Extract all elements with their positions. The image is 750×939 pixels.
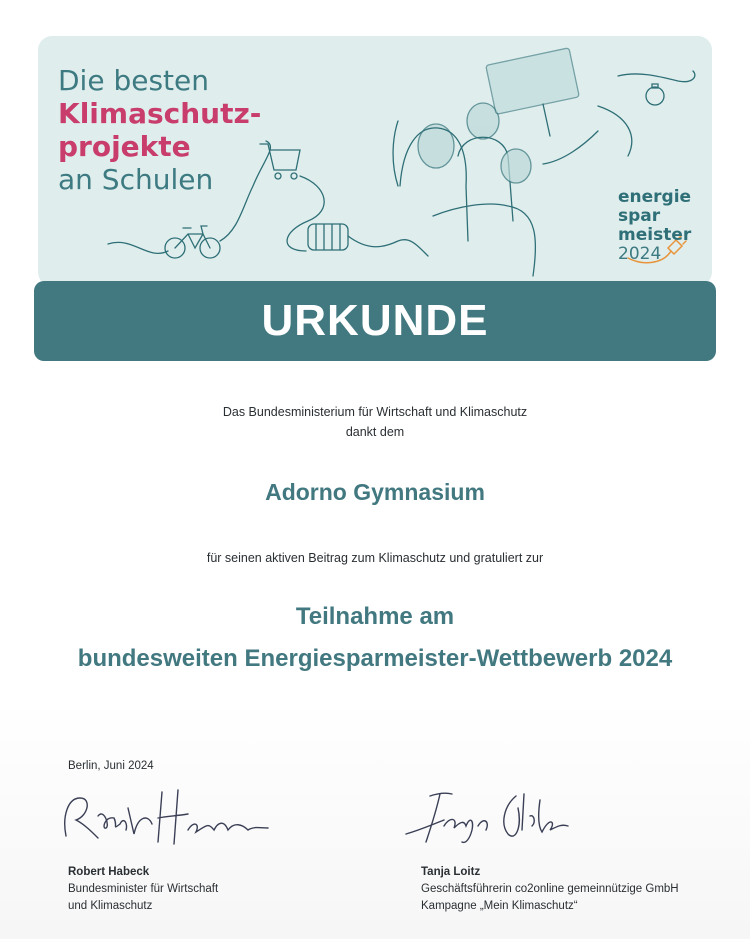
brand-year: 2024 <box>618 244 662 264</box>
bicycle-icon <box>165 226 220 258</box>
signer-2-role-line-1: Geschäftsführerin co2online gemeinnützige GmbH <box>421 883 679 895</box>
brand-line-2: spar <box>618 206 661 226</box>
header-banner <box>38 36 712 286</box>
intro-line-2: dankt dem <box>345 425 405 439</box>
light-bulb-icon <box>618 71 695 105</box>
headline-line-4: an Schulen <box>58 163 214 196</box>
signature-habeck <box>58 786 278 856</box>
signer-2-role-line-2: Kampagne „Mein Klimaschutz“ <box>421 900 578 912</box>
signer-2-name: Tanja Loitz <box>421 866 481 878</box>
award-title <box>0 596 750 680</box>
headline-line-1: Die besten <box>58 64 210 97</box>
title-bar <box>34 281 716 361</box>
signature-loitz <box>400 786 580 856</box>
protest-sign-icon <box>486 48 580 136</box>
page-title: URKUNDE <box>261 296 489 345</box>
banner-headline <box>58 64 261 196</box>
people-icon <box>393 103 598 276</box>
intro-text <box>0 402 750 442</box>
shopping-cart-icon <box>260 144 300 179</box>
award-line-2: bundesweiten Energiesparmeister-Wettbewerb 2024 <box>77 645 673 672</box>
intro-line-1: Das Bundesministerium für Wirtschaft und Klimaschutz <box>222 405 528 419</box>
place-date: Berlin, Juni 2024 <box>68 760 154 772</box>
signer-1-name: Robert Habeck <box>68 866 150 878</box>
signer-loitz <box>421 864 679 915</box>
headline-line-3: projekte <box>58 130 191 163</box>
headline-line-2: Klimaschutz- <box>58 97 262 130</box>
radiator-icon <box>308 224 348 250</box>
brand-line-1: energie <box>618 187 692 207</box>
signer-1-role-line-2: und Klimaschutz <box>68 900 153 912</box>
signer-habeck <box>68 864 218 915</box>
brand-logo <box>618 188 691 264</box>
award-line-1: Teilnahme am <box>295 603 455 630</box>
brand-line-3: meister <box>618 225 692 245</box>
signer-1-role-line-1: Bundesminister für Wirtschaft <box>68 883 219 895</box>
contribution-text: für seinen aktiven Beitrag zum Klimaschutz und gratuliert zur <box>206 551 544 565</box>
school-name: Adorno Gymnasium <box>265 479 485 505</box>
